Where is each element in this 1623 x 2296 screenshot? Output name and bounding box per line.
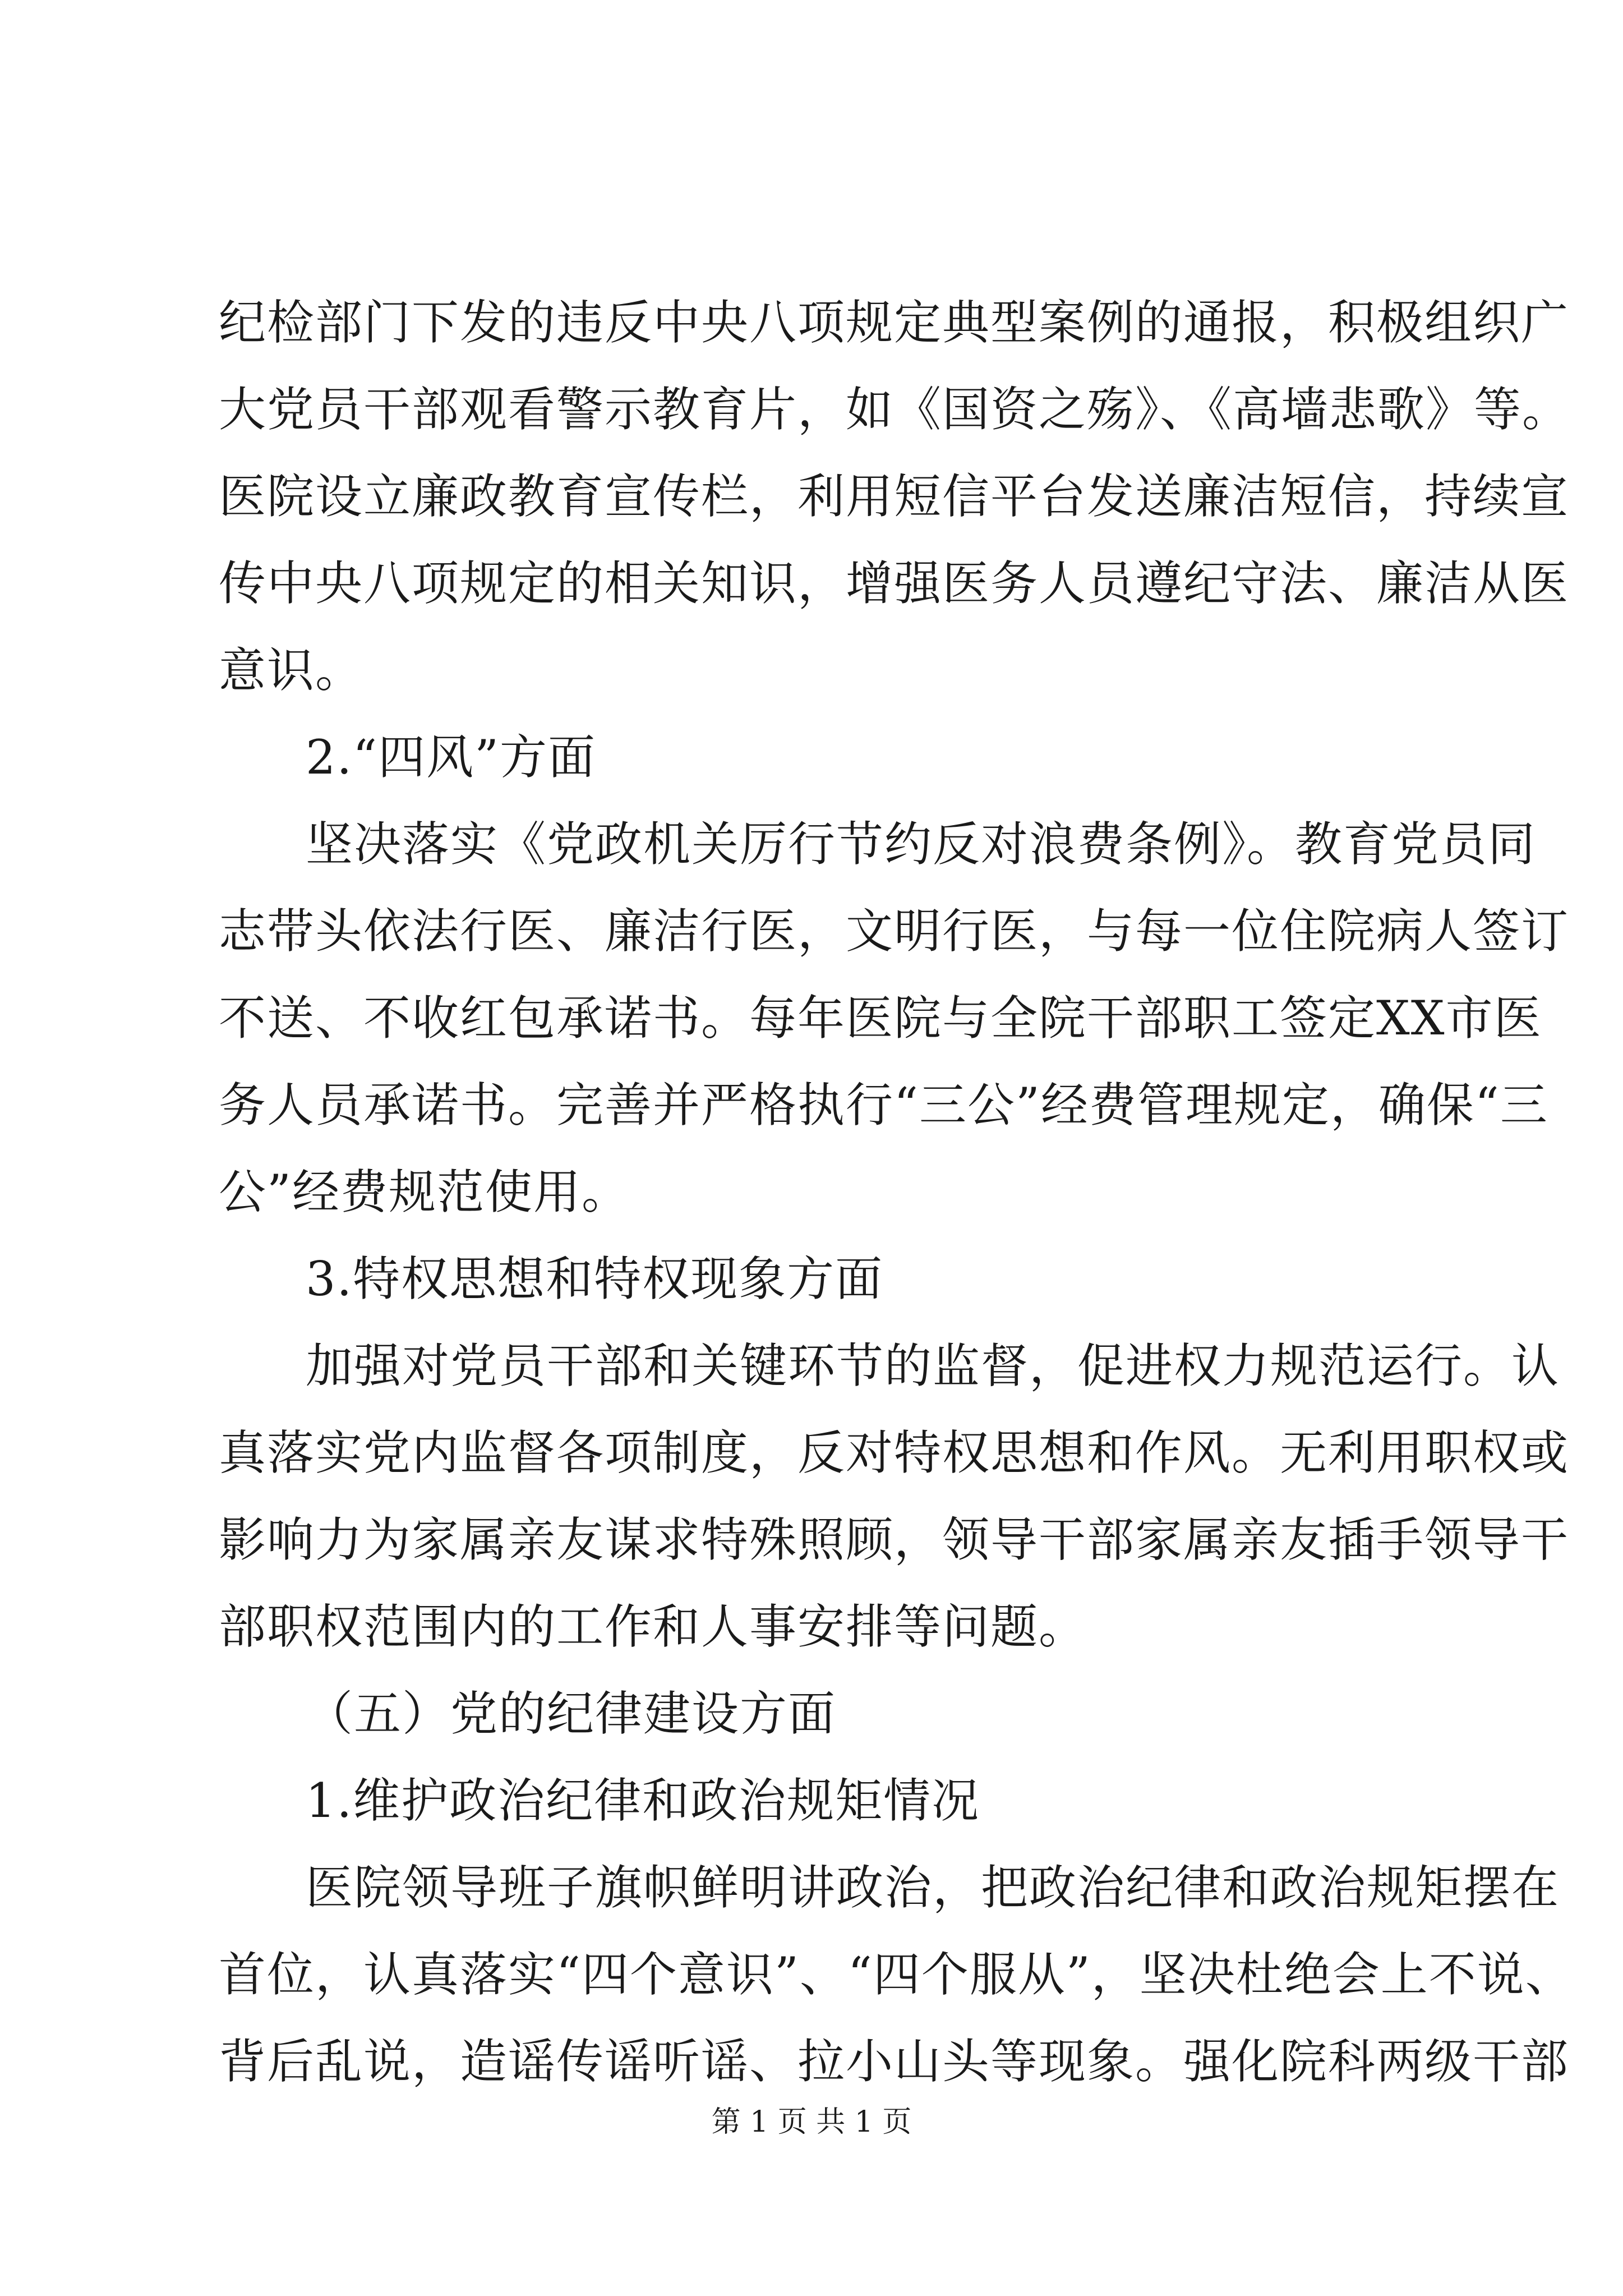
text-line: 不送、不收红包承诺书。每年医院与全院干部职工签定XX市医	[219, 991, 1542, 1046]
text-line: 影响力为家属亲友谋求特殊照顾，领导干部家属亲友插手领导干	[219, 1512, 1570, 1567]
text-line: 坚决落实《党政机关厉行节约反对浪费条例》。教育党员同	[306, 817, 1537, 872]
text-line: 意识。	[219, 643, 364, 698]
text-line: 大党员干部观看警示教育片，如《国资之殇》、《高墙悲歌》等。	[219, 382, 1571, 437]
text-line: 首位，认真落实“四个意识”、“四个服从”，坚决杜绝会上不说、	[219, 1947, 1574, 2002]
text-line: 加强对党员干部和关键环节的监督，促进权力规范运行。认	[306, 1338, 1560, 1393]
section-heading: 2.“四风”方面	[306, 730, 597, 785]
section-heading: 1.维护政治纪律和政治规矩情况	[306, 1773, 980, 1828]
text-line: 公”经费规范使用。	[219, 1165, 630, 1220]
text-line: 传中央八项规定的相关知识，增强医务人员遵纪守法、廉洁从医	[219, 556, 1570, 611]
text-line: 医院设立廉政教育宣传栏，利用短信平台发送廉洁短信，持续宣	[219, 469, 1570, 524]
text-line: 务人员承诺书。完善并严格执行“三公”经费管理规定，确保“三	[219, 1078, 1548, 1133]
text-line: 真落实党内监督各项制度，反对特权思想和作风。无利用职权或	[219, 1425, 1570, 1480]
text-line: 背后乱说，造谣传谣听谣、拉小山头等现象。强化院科两级干部	[219, 2034, 1570, 2089]
text-line: 医院领导班子旗帜鲜明讲政治，把政治纪律和政治规矩摆在	[306, 1860, 1560, 1915]
text-line: 志带头依法行医、廉洁行医，文明行医，与每一位住院病人签订	[219, 904, 1570, 959]
text-line: 部职权范围内的工作和人事安排等问题。	[219, 1599, 1087, 1654]
text-line: 纪检部门下发的违反中央八项规定典型案例的通报，积极组织广	[219, 295, 1570, 350]
section-heading: 3.特权思想和特权现象方面	[306, 1251, 884, 1306]
section-heading: （五）党的纪律建设方面	[306, 1686, 837, 1741]
page-footer: 第 1 页 共 1 页	[711, 2105, 912, 2139]
